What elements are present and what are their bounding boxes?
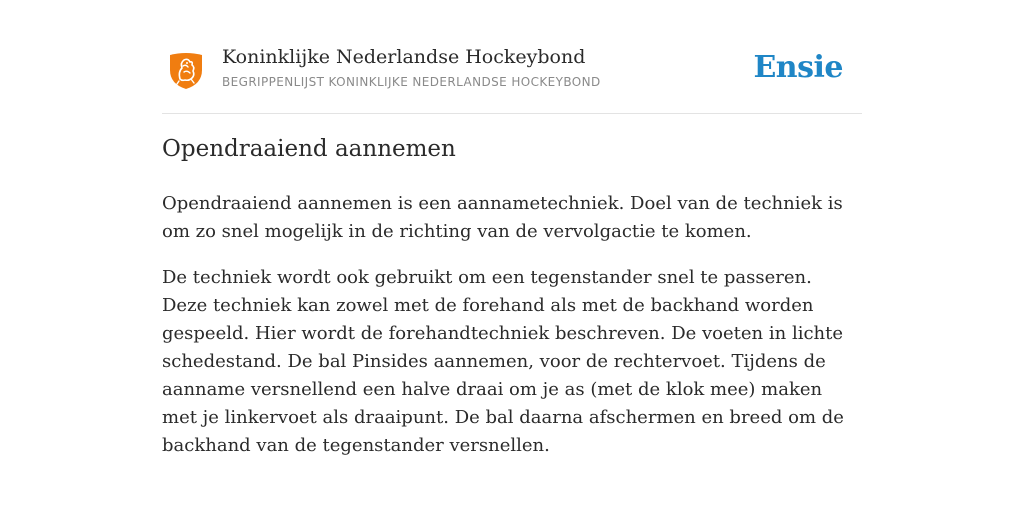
article-paragraph: De techniek wordt ook gebruikt om een tegenstander snel te passeren. Deze techniek kan zowel met de forehand als met de backhand worden gespeeld. Hier wordt de forehandtechniek beschreven. De voeten in lichte schedestand. De bal Pinsides aannemen, voor de rechtervoet. Tijdens de aanname versnellend een halve draai om je as (met de klok mee) maken met je linkervoet als draaipunt. De bal daarna afschermen en breed om de backhand van de tegenstander versnellen.: [162, 267, 844, 456]
page-title: Opendraaiend aannemen: [162, 136, 456, 162]
article-paragraph: Opendraaiend aannemen is een aannametechniek. Doel van de techniek is om zo snel mogelijk in de richting van de vervolgactie te komen.: [162, 193, 843, 242]
article-body: [162, 190, 862, 478]
site-header: [162, 40, 862, 114]
ensie-logo-link[interactable]: Ensie: [753, 50, 843, 85]
org-subtitle: BEGRIPPENLIJST KONINKLIJKE NEDERLANDSE HOCKEYBOND: [222, 75, 601, 89]
lion-shield-icon[interactable]: [168, 52, 204, 90]
org-title: Koninklijke Nederlandse Hockeybond: [222, 46, 586, 68]
